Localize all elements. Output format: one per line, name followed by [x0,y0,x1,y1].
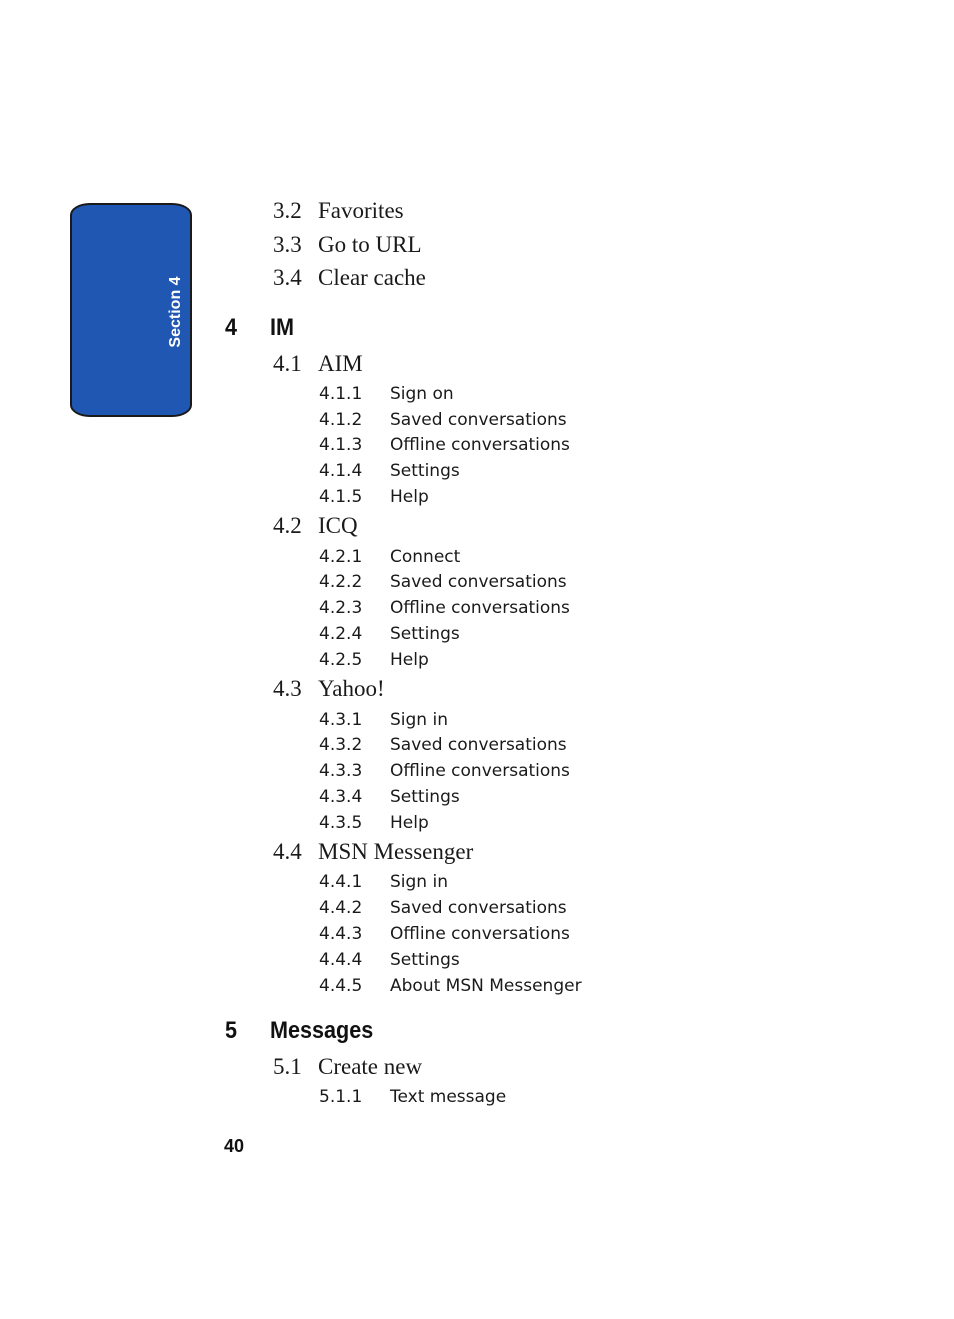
menu-item-5-1 [273,1055,422,1078]
subitem-number: 4.3.5 [319,813,363,833]
section-title: IM [270,314,295,341]
menu-item-3-3 [273,233,422,256]
section-title: Messages [270,1017,374,1044]
menu-item-4-1 [273,352,363,375]
menu-subitem-4-4-2 [319,900,567,917]
menu-subitem-4-3-3 [319,763,570,780]
subitem-number: 4.2.2 [319,572,363,592]
item-number: 4.4 [273,839,302,864]
subitem-label: Saved conversations [390,572,567,592]
menu-subitem-4-2-5 [319,652,429,669]
menu-subitem-4-1-2 [319,412,567,429]
item-number: 3.2 [273,198,302,223]
subitem-number: 4.3.3 [319,761,363,781]
subitem-label: Text message [390,1087,507,1107]
subitem-label: Offline conversations [390,761,570,781]
subitem-number: 4.3.1 [319,710,363,730]
item-number: 4.1 [273,351,302,376]
subitem-label: Saved conversations [390,898,567,918]
subitem-number: 4.1.5 [319,487,363,507]
subitem-label: Help [390,650,429,670]
item-label: MSN Messenger [318,839,474,864]
subitem-label: Saved conversations [390,735,567,755]
section-number: 5 [225,1017,238,1044]
menu-subitem-4-1-1 [319,386,454,403]
subitem-label: Help [390,813,429,833]
menu-subitem-4-1-5 [319,489,429,506]
item-number: 5.1 [273,1054,302,1079]
item-label: ICQ [318,513,358,538]
subitem-label: Settings [390,950,460,970]
subitem-number: 4.4.2 [319,898,363,918]
menu-item-4-4 [273,840,473,863]
subitem-label: Sign in [390,710,448,730]
item-label: Create new [318,1054,423,1079]
subitem-label: Sign in [390,872,448,892]
item-label: Go to URL [318,232,422,257]
subitem-number: 4.4.1 [319,872,363,892]
menu-subitem-4-4-3 [319,926,570,943]
item-number: 3.3 [273,232,302,257]
menu-subitem-4-3-1 [319,712,448,729]
menu-subitem-4-4-4 [319,952,460,969]
subitem-number: 4.3.4 [319,787,363,807]
subitem-number: 4.4.5 [319,976,363,996]
menu-subitem-4-1-4 [319,463,460,480]
item-label: Favorites [318,198,404,223]
subitem-label: Offline conversations [390,598,570,618]
section-number: 4 [225,314,238,341]
item-number: 3.4 [273,265,302,290]
subitem-label: Settings [390,787,460,807]
section-tab-label: Section 4 [167,276,184,348]
subitem-label: Settings [390,624,460,644]
menu-subitem-4-2-2 [319,574,567,591]
item-label: Clear cache [318,265,426,290]
subitem-label: About MSN Messenger [390,976,582,996]
menu-subitem-4-2-4 [319,626,460,643]
subitem-number: 4.1.4 [319,461,363,481]
subitem-number: 5.1.1 [319,1087,363,1107]
menu-subitem-4-3-4 [319,789,460,806]
subitem-number: 4.3.2 [319,735,363,755]
subitem-number: 4.2.5 [319,650,363,670]
menu-item-4-3 [273,677,385,700]
subitem-number: 4.1.1 [319,384,363,404]
subitem-label: Help [390,487,429,507]
menu-subitem-4-3-2 [319,737,567,754]
subitem-number: 4.4.3 [319,924,363,944]
menu-subitem-4-4-1 [319,874,448,891]
subitem-number: 4.2.4 [319,624,363,644]
section-heading-5 [225,1019,373,1043]
menu-item-4-2 [273,514,358,537]
subitem-number: 4.4.4 [319,950,363,970]
item-number: 4.2 [273,513,302,538]
subitem-label: Settings [390,461,460,481]
subitem-label: Sign on [390,384,454,404]
item-label: AIM [318,351,363,376]
subitem-label: Connect [390,547,461,567]
subitem-number: 4.2.3 [319,598,363,618]
menu-subitem-4-3-5 [319,815,429,832]
menu-subitem-5-1-1 [319,1089,506,1106]
subitem-number: 4.1.2 [319,410,363,430]
menu-subitem-4-4-5 [319,978,582,995]
menu-subitem-4-1-3 [319,437,570,454]
subitem-number: 4.1.3 [319,435,363,455]
subitem-label: Offline conversations [390,435,570,455]
subitem-number: 4.2.1 [319,547,363,567]
menu-item-3-4 [273,266,426,289]
menu-subitem-4-2-3 [319,600,570,617]
subitem-label: Saved conversations [390,410,567,430]
subitem-label: Offline conversations [390,924,570,944]
item-label: Yahoo! [318,676,385,701]
item-number: 4.3 [273,676,302,701]
section-heading-4 [225,316,294,340]
menu-item-3-2 [273,199,404,222]
menu-subitem-4-2-1 [319,549,460,566]
page-number: 40 [224,1136,245,1156]
